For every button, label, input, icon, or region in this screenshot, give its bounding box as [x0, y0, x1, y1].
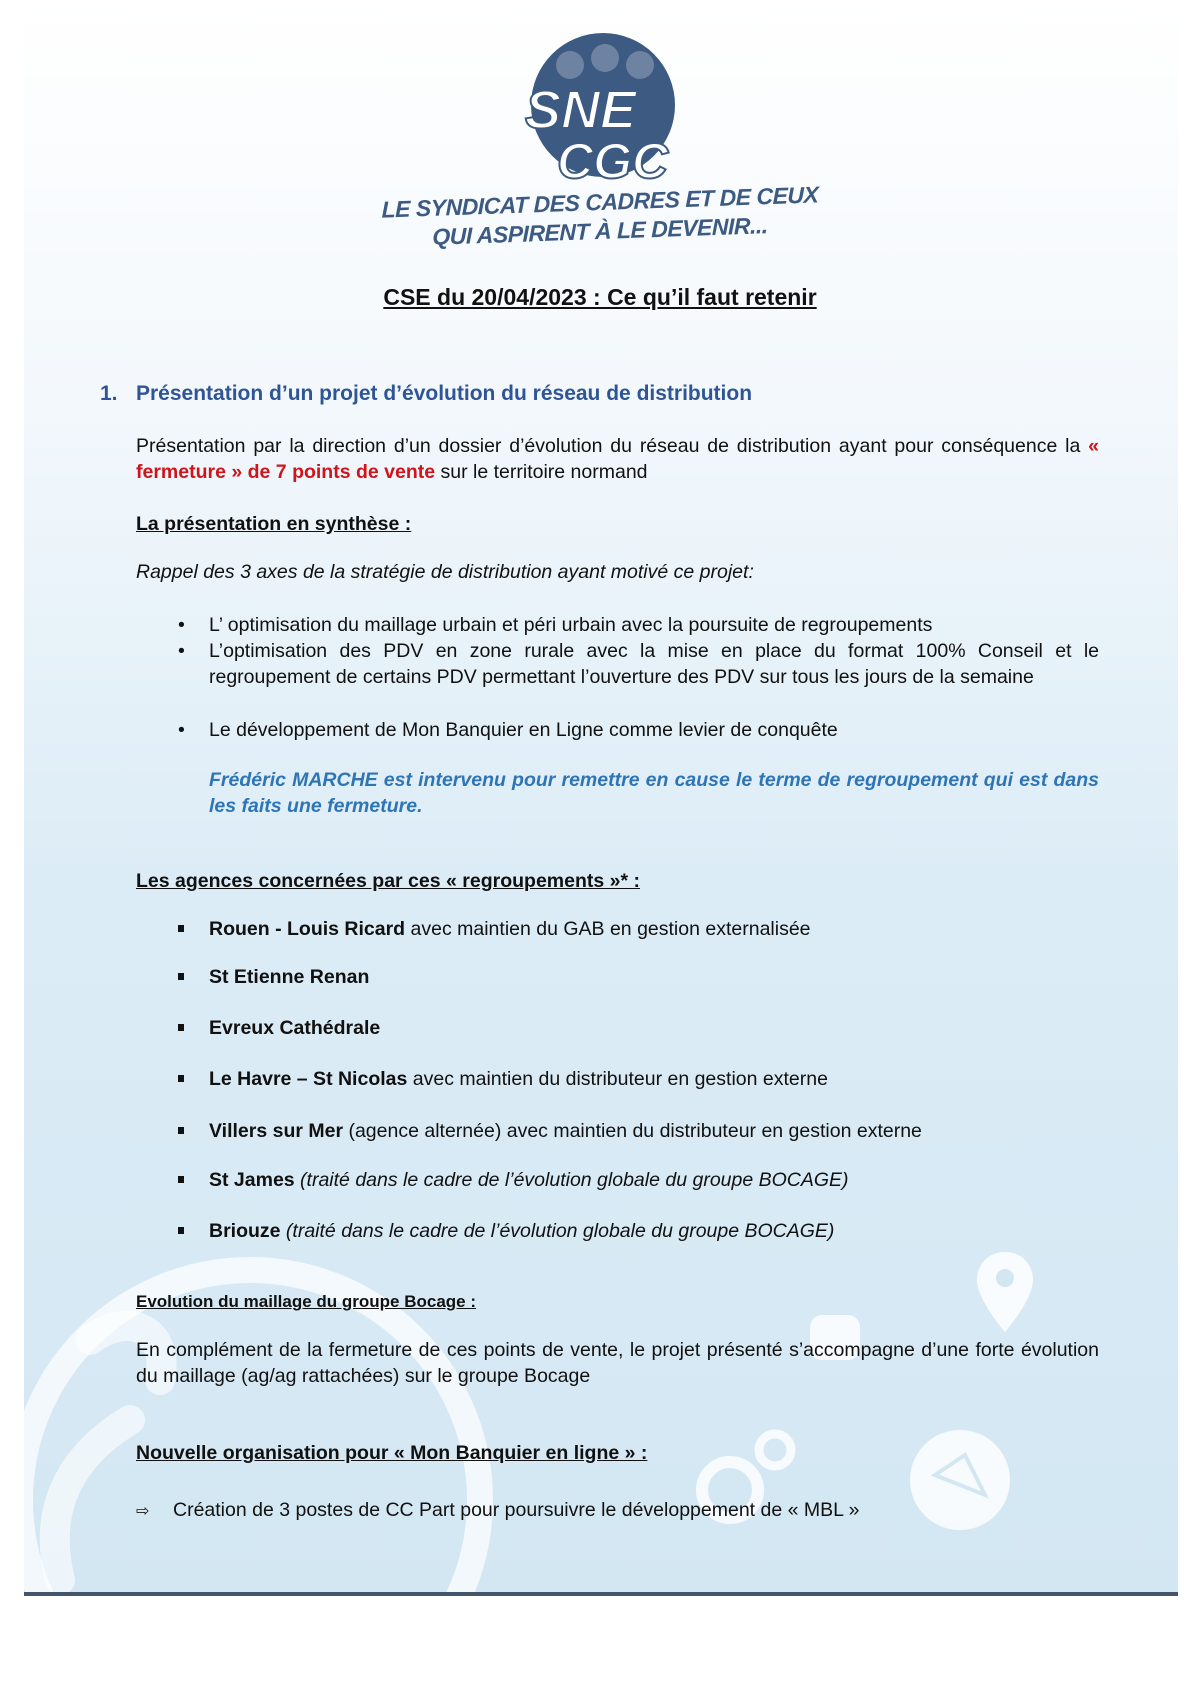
section-heading: 1. Présentation d’un projet d’évolution du réseau de distribution	[100, 382, 753, 405]
agence-detail: avec maintien du GAB en gestion externalisée	[405, 918, 811, 940]
agence-name: Briouze	[209, 1220, 281, 1242]
agences-heading: Les agences concernées par ces « regroupements »* :	[136, 870, 640, 892]
bocage-heading: Evolution du maillage du groupe Bocage :	[136, 1292, 477, 1311]
location-pin-icon	[975, 1250, 1035, 1335]
list-item: • L’optimisation des PDV en zone rurale avec la mise en place du format 100% Conseil et le regroupement de certains PDV permettant l’ouverture des PDV sur tous les jours de la semaine	[178, 640, 1099, 688]
sne-cgc-logo	[515, 30, 685, 185]
synthese-heading: La présentation en synthèse :	[136, 513, 412, 535]
agence-name: St James	[209, 1169, 295, 1191]
square-bullet-icon	[178, 973, 184, 980]
list-item: • L’ optimisation du maillage urbain et péri urbain avec la poursuite de regroupements	[178, 614, 933, 636]
agence-name: Le Havre – St Nicolas	[209, 1068, 408, 1090]
agence-detail: avec maintien du distributeur en gestion externe	[407, 1068, 828, 1090]
agence-name: St Etienne Renan	[209, 966, 370, 988]
document-title: CSE du 20/04/2023 : Ce qu’il faut retenir	[383, 284, 817, 310]
mbl-heading: Nouvelle organisation pour « Mon Banquier en ligne » :	[136, 1442, 648, 1464]
agence-name: Rouen - Louis Ricard	[209, 918, 406, 940]
square-bullet-icon	[178, 1227, 184, 1234]
intro-paragraph: Présentation par la direction d’un dossier d’évolution du réseau de distribution ayant pour conséquence la « fermeture » de 7 points de vente sur le territoire normand	[136, 435, 1099, 483]
svg-text:SNE: SNE	[525, 80, 637, 140]
arrow-right-icon: ⇨	[136, 1503, 150, 1520]
square-bullet-icon	[178, 1127, 184, 1134]
square-bullet-icon	[178, 1176, 184, 1183]
footer-divider	[24, 1592, 1178, 1596]
agence-detail: (traité dans le cadre de l’évolution globale du groupe BOCAGE)	[294, 1169, 849, 1191]
square-bullet-icon	[178, 1024, 184, 1031]
square-bullet-icon	[178, 1075, 184, 1082]
svg-text:CGC: CGC	[557, 133, 669, 185]
agence-detail: (agence alternée) avec maintien du distributeur en gestion externe	[343, 1120, 922, 1142]
rappel-text: Rappel des 3 axes de la stratégie de distribution ayant motivé ce projet:	[136, 561, 754, 583]
agence-name: Evreux Cathédrale	[209, 1017, 381, 1039]
intervention-note: Frédéric MARCHE est intervenu pour remettre en cause le terme de regroupement qui est dans les faits une fermeture.	[209, 769, 1099, 817]
mbl-item: ⇨ Création de 3 postes de CC Part pour poursuivre le développement de « MBL »	[136, 1497, 1096, 1525]
logo-tagline: LE SYNDICAT DES CADRES ET DE CEUX QUI ASPIRENT À LE DEVENIR...	[381, 181, 819, 250]
closure-highlight: « fermeture » de 7 points de vente	[136, 435, 1099, 483]
agence-detail: (traité dans le cadre de l’évolution globale du groupe BOCAGE)	[280, 1220, 835, 1242]
list-item: • Le développement de Mon Banquier en Ligne comme levier de conquête	[178, 719, 838, 741]
square-bullet-icon	[178, 925, 184, 932]
bocage-paragraph: En complément de la fermeture de ces points de vente, le projet présenté s’accompagne d’une forte évolution du maillage (ag/ag rattachées) sur le groupe Bocage	[136, 1339, 1099, 1387]
agence-name: Villers sur Mer	[209, 1120, 344, 1142]
